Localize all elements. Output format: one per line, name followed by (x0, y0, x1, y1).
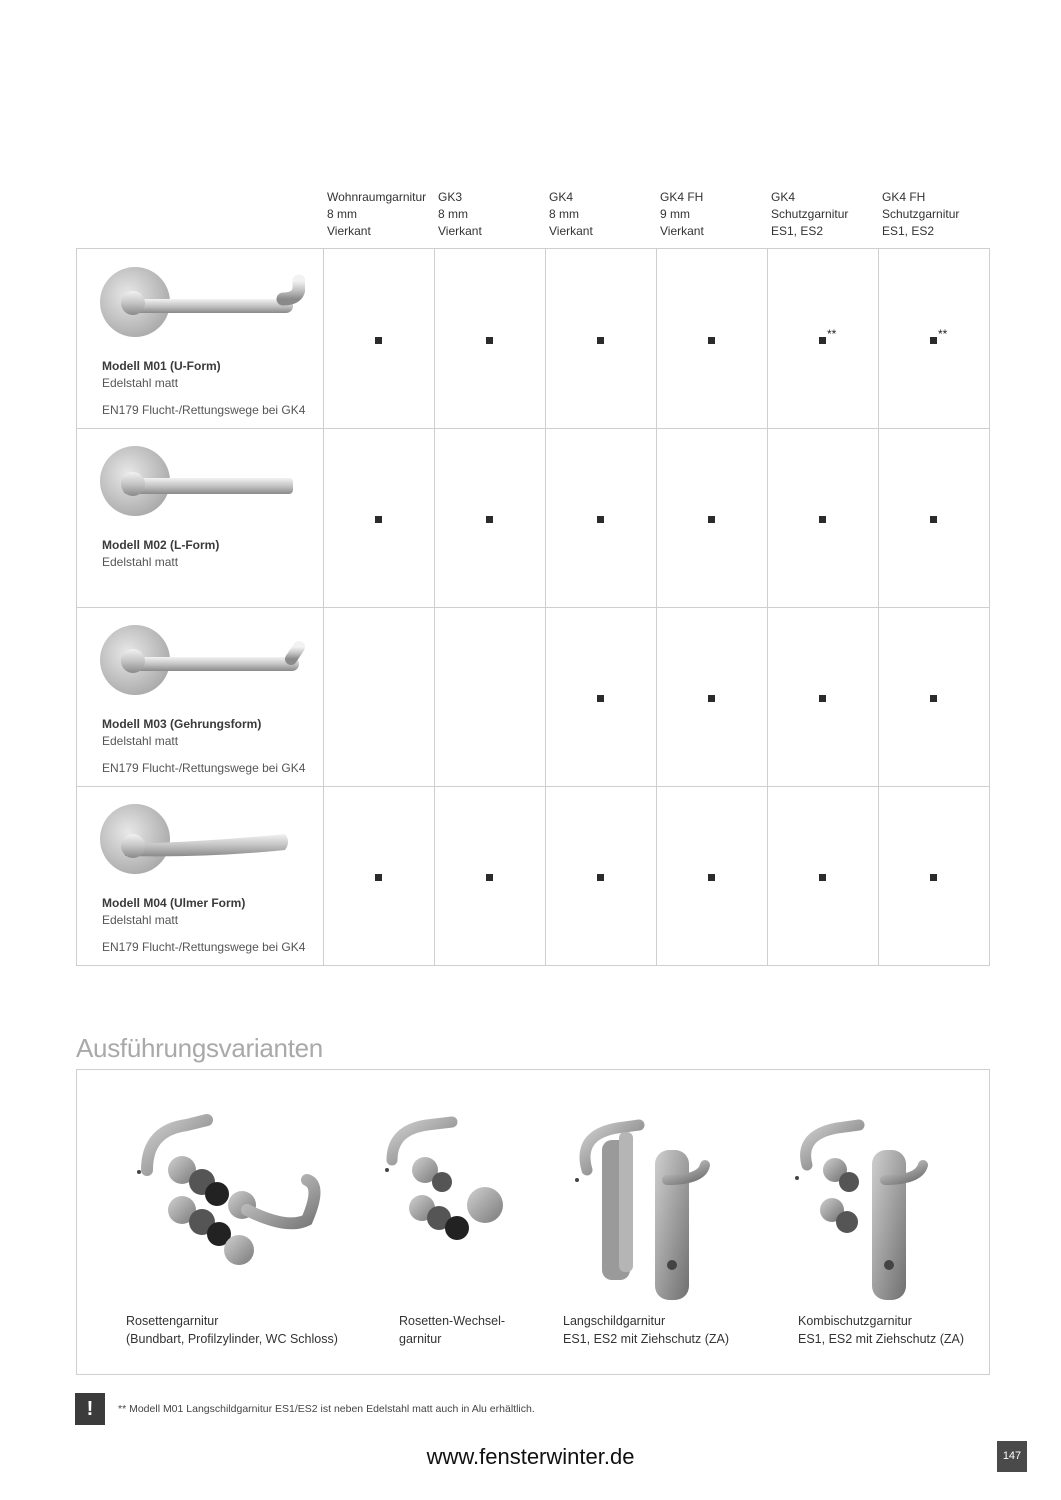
model-material: Edelstahl matt (102, 376, 179, 390)
section-title: Ausführungsvarianten (76, 1033, 323, 1063)
availability-mark (819, 870, 826, 884)
variant-caption-line: Langschildgarnitur (563, 1314, 666, 1328)
col-header-line: GK4 FH (882, 190, 926, 204)
model-material: Edelstahl matt (102, 913, 179, 927)
footnote-star: ** (938, 327, 948, 341)
variants-box (76, 1069, 990, 1375)
col-header-line: ES1, ES2 (771, 224, 824, 238)
col-header-line: GK4 FH (660, 190, 704, 204)
model-name: Modell M04 (Ulmer Form) (102, 896, 246, 910)
availability-mark (486, 512, 493, 526)
col-header-line: 8 mm (327, 207, 357, 221)
col-header-line: ES1, ES2 (882, 224, 935, 238)
availability-mark (819, 691, 826, 705)
col-header-line: Vierkant (549, 224, 593, 238)
page-number: 147 (997, 1441, 1027, 1472)
product-table (76, 248, 990, 966)
col-header-gk4-fh-schutz (882, 189, 959, 240)
variant-caption-line: Rosetten-Wechsel- (399, 1314, 506, 1328)
table-row-m03 (77, 607, 989, 786)
model-material: Edelstahl matt (102, 555, 179, 569)
rosettengarnitur-image (127, 1110, 337, 1300)
variant-caption-kombischutz (798, 1312, 964, 1348)
availability-mark-starred (930, 327, 948, 347)
availability-mark (708, 691, 715, 705)
availability-mark (597, 870, 604, 884)
col-header-gk3 (438, 189, 482, 240)
col-header-wohnraum (327, 189, 426, 240)
availability-mark (375, 870, 382, 884)
availability-mark (930, 691, 937, 705)
handle-ulmer-form-image (95, 802, 305, 874)
variant-caption-rosettengarnitur (126, 1312, 338, 1348)
availability-mark (597, 691, 604, 705)
availability-mark (930, 512, 937, 526)
variant-caption-line: ES1, ES2 mit Ziehschutz (ZA) (798, 1332, 965, 1346)
col-header-line: Schutzgarnitur (771, 207, 849, 221)
variant-caption-langschild (563, 1312, 729, 1348)
availability-mark (597, 333, 604, 347)
footnote-star: ** (827, 327, 837, 341)
model-note: EN179 Flucht-/Rettungswege bei GK4 (102, 761, 306, 775)
handle-l-form-image (95, 444, 305, 516)
variant-caption-line: garnitur (399, 1332, 442, 1346)
col-header-line: 8 mm (438, 207, 468, 221)
col-header-line: 8 mm (549, 207, 579, 221)
col-header-line: GK4 (549, 190, 574, 204)
handle-u-form-image (95, 265, 305, 337)
handle-gehrungsform-image (95, 623, 305, 695)
variant-caption-line: Kombischutzgarnitur (798, 1314, 912, 1328)
variant-caption-rosetten-wechsel (399, 1312, 505, 1348)
model-name: Modell M03 (Gehrungsform) (102, 717, 262, 731)
availability-mark (486, 870, 493, 884)
table-row-m04 (77, 786, 989, 965)
table-row-m01 (77, 249, 989, 428)
footnote: ** Modell M01 Langschildgarnitur ES1/ES2 ist neben Edelstahl matt auch in Alu erhältlich. (118, 1403, 535, 1415)
availability-mark (930, 870, 937, 884)
availability-mark-starred (819, 327, 837, 347)
col-header-line: Vierkant (438, 224, 482, 238)
notice-icon: ! (75, 1393, 105, 1425)
availability-mark (375, 512, 382, 526)
availability-mark (708, 512, 715, 526)
model-note: EN179 Flucht-/Rettungswege bei GK4 (102, 940, 306, 954)
col-header-line: Vierkant (327, 224, 371, 238)
availability-mark (597, 512, 604, 526)
model-material: Edelstahl matt (102, 734, 179, 748)
variant-caption-line: ES1, ES2 mit Ziehschutz (ZA) (563, 1332, 730, 1346)
col-header-gk4-schutz (771, 189, 848, 240)
variant-caption-line: (Bundbart, Profilzylinder, WC Schloss) (126, 1332, 338, 1346)
col-header-line: Schutzgarnitur (882, 207, 960, 221)
kombischutzgarnitur-image (787, 1110, 947, 1310)
website-url: www.fensterwinter.de (426, 1444, 635, 1469)
model-note: EN179 Flucht-/Rettungswege bei GK4 (102, 403, 306, 417)
col-header-line: GK4 (771, 190, 796, 204)
table-row-m02 (77, 428, 989, 607)
availability-mark (708, 870, 715, 884)
model-name: Modell M02 (L-Form) (102, 538, 220, 552)
col-header-line: 9 mm (660, 207, 690, 221)
availability-mark (708, 333, 715, 347)
col-header-gk4 (549, 189, 593, 240)
col-header-line: Wohnraumgarnitur (327, 190, 427, 204)
availability-mark (819, 512, 826, 526)
variant-caption-line: Rosettengarnitur (126, 1314, 219, 1328)
model-name: Modell M01 (U-Form) (102, 359, 221, 373)
availability-mark (375, 333, 382, 347)
col-header-line: GK3 (438, 190, 463, 204)
langschildgarnitur-image (567, 1110, 717, 1310)
availability-mark (486, 333, 493, 347)
col-header-gk4-fh (660, 189, 704, 240)
col-header-line: Vierkant (660, 224, 704, 238)
rosetten-wechselgarnitur-image (377, 1110, 517, 1300)
